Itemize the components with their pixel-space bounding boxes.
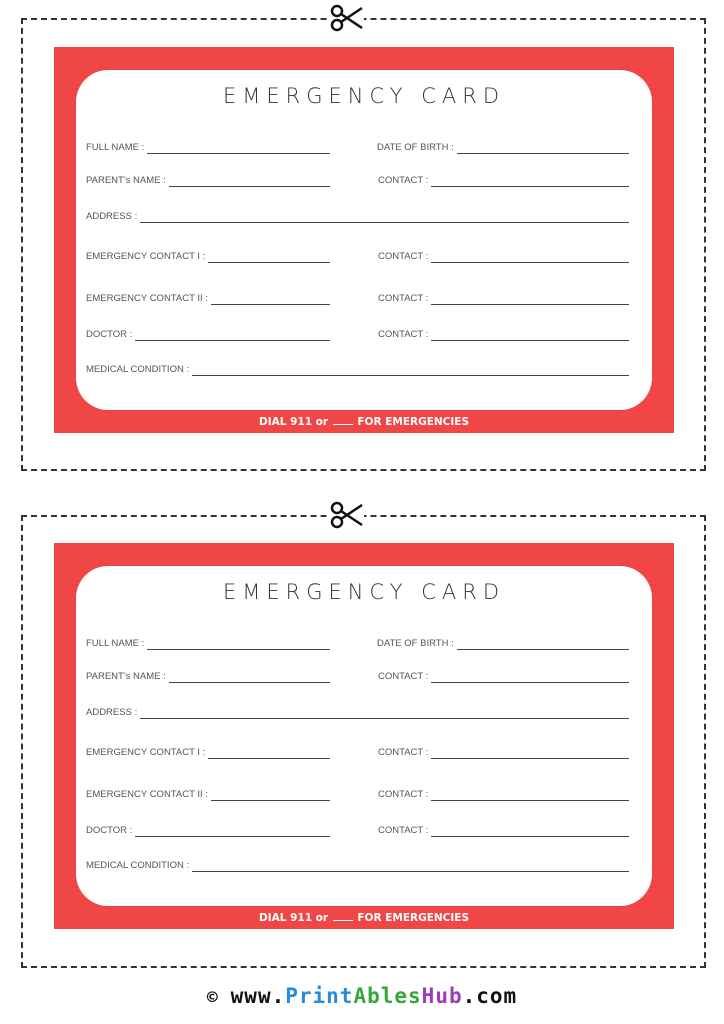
dial-blank (333, 415, 353, 425)
site-watermark (0, 984, 724, 1008)
ec2-contact-field[interactable] (378, 290, 629, 304)
site-name-part-3: Hub (421, 984, 463, 1008)
medical-condition-label: MEDICAL CONDITION : (86, 860, 190, 871)
emergency-contact-1-label: EMERGENCY CONTACT I : (86, 747, 206, 758)
parent-name-label: PARENT's NAME : (86, 175, 166, 186)
ec1-contact-line (431, 262, 629, 263)
site-name-part-1: Print (285, 984, 354, 1008)
parent-name-field[interactable] (86, 668, 330, 682)
address-line (140, 718, 629, 719)
parent-contact-line (431, 682, 629, 683)
site-suffix: .com (462, 984, 518, 1008)
address-field[interactable] (86, 704, 629, 718)
dob-line (457, 153, 629, 154)
doctor-label: DOCTOR : (86, 329, 133, 340)
emergency-contact-1-field[interactable] (86, 248, 330, 262)
full-name-field[interactable] (86, 139, 330, 153)
emergency-contact-1-field[interactable] (86, 744, 330, 758)
card-panel (76, 70, 652, 410)
emergencies-text: FOR EMERGENCIES (357, 416, 470, 428)
ec1-contact-field[interactable] (378, 744, 629, 758)
ec2-contact-label: CONTACT : (378, 293, 429, 304)
ec2-contact-field[interactable] (378, 786, 629, 800)
ec1-contact-line (431, 758, 629, 759)
emergency-contact-2-field[interactable] (86, 786, 330, 800)
dob-line (457, 649, 629, 650)
doctor-field[interactable] (86, 822, 330, 836)
emergency-contact-1-line (208, 262, 330, 263)
dial-text: DIAL 911 or (258, 912, 329, 924)
doctor-field[interactable] (86, 326, 330, 340)
emergency-contact-2-line (211, 304, 330, 305)
site-name-part-2: Ables (353, 984, 422, 1008)
doctor-contact-line (431, 340, 629, 341)
medical-condition-line (192, 871, 629, 872)
emergency-contact-2-field[interactable] (86, 290, 330, 304)
emergency-dial-note (54, 911, 674, 924)
dial-blank (333, 911, 353, 921)
card-panel (76, 566, 652, 906)
address-line (140, 222, 629, 223)
parent-name-label: PARENT's NAME : (86, 671, 166, 682)
doctor-line (135, 340, 330, 341)
ec1-contact-label: CONTACT : (378, 747, 429, 758)
doctor-line (135, 836, 330, 837)
emergency-contact-2-line (211, 800, 330, 801)
full-name-label: FULL NAME : (86, 142, 145, 153)
doctor-label: DOCTOR : (86, 825, 133, 836)
parent-name-line (169, 682, 330, 683)
medical-condition-label: MEDICAL CONDITION : (86, 364, 190, 375)
emergency-contact-2-label: EMERGENCY CONTACT II : (86, 293, 208, 304)
ec2-contact-line (431, 304, 629, 305)
dial-text: DIAL 911 or (258, 416, 329, 428)
parent-contact-field[interactable] (378, 172, 629, 186)
medical-condition-line (192, 375, 629, 376)
medical-condition-field[interactable] (86, 857, 629, 871)
address-label: ADDRESS : (86, 211, 138, 222)
doctor-contact-label: CONTACT : (378, 825, 429, 836)
scissors-icon (330, 500, 364, 530)
ec1-contact-field[interactable] (378, 248, 629, 262)
full-name-line (147, 649, 330, 650)
full-name-label: FULL NAME : (86, 638, 145, 649)
dob-label: DATE OF BIRTH : (377, 142, 454, 153)
parent-name-line (169, 186, 330, 187)
emergency-dial-note (54, 415, 674, 428)
parent-name-field[interactable] (86, 172, 330, 186)
doctor-contact-field[interactable] (378, 822, 629, 836)
ec2-contact-line (431, 800, 629, 801)
doctor-contact-field[interactable] (378, 326, 629, 340)
ec1-contact-label: CONTACT : (378, 251, 429, 262)
copyright-symbol: © (206, 987, 219, 1008)
parent-contact-line (431, 186, 629, 187)
emergencies-text: FOR EMERGENCIES (357, 912, 470, 924)
emergency-card-1 (54, 47, 674, 433)
dob-field[interactable] (377, 635, 629, 649)
card-title: EMERGENCY CARD (222, 84, 506, 108)
emergency-contact-2-label: EMERGENCY CONTACT II : (86, 789, 208, 800)
doctor-contact-label: CONTACT : (378, 329, 429, 340)
emergency-contact-1-label: EMERGENCY CONTACT I : (86, 251, 206, 262)
doctor-contact-line (431, 836, 629, 837)
emergency-card-2 (54, 543, 674, 929)
card-title: EMERGENCY CARD (222, 580, 506, 604)
dob-field[interactable] (377, 139, 629, 153)
parent-contact-field[interactable] (378, 668, 629, 682)
site-prefix: www. (230, 984, 286, 1008)
parent-contact-label: CONTACT : (378, 671, 429, 682)
medical-condition-field[interactable] (86, 361, 629, 375)
address-field[interactable] (86, 208, 629, 222)
parent-contact-label: CONTACT : (378, 175, 429, 186)
dob-label: DATE OF BIRTH : (377, 638, 454, 649)
scissors-icon (330, 3, 364, 33)
emergency-contact-1-line (208, 758, 330, 759)
ec2-contact-label: CONTACT : (378, 789, 429, 800)
full-name-line (147, 153, 330, 154)
full-name-field[interactable] (86, 635, 330, 649)
address-label: ADDRESS : (86, 707, 138, 718)
